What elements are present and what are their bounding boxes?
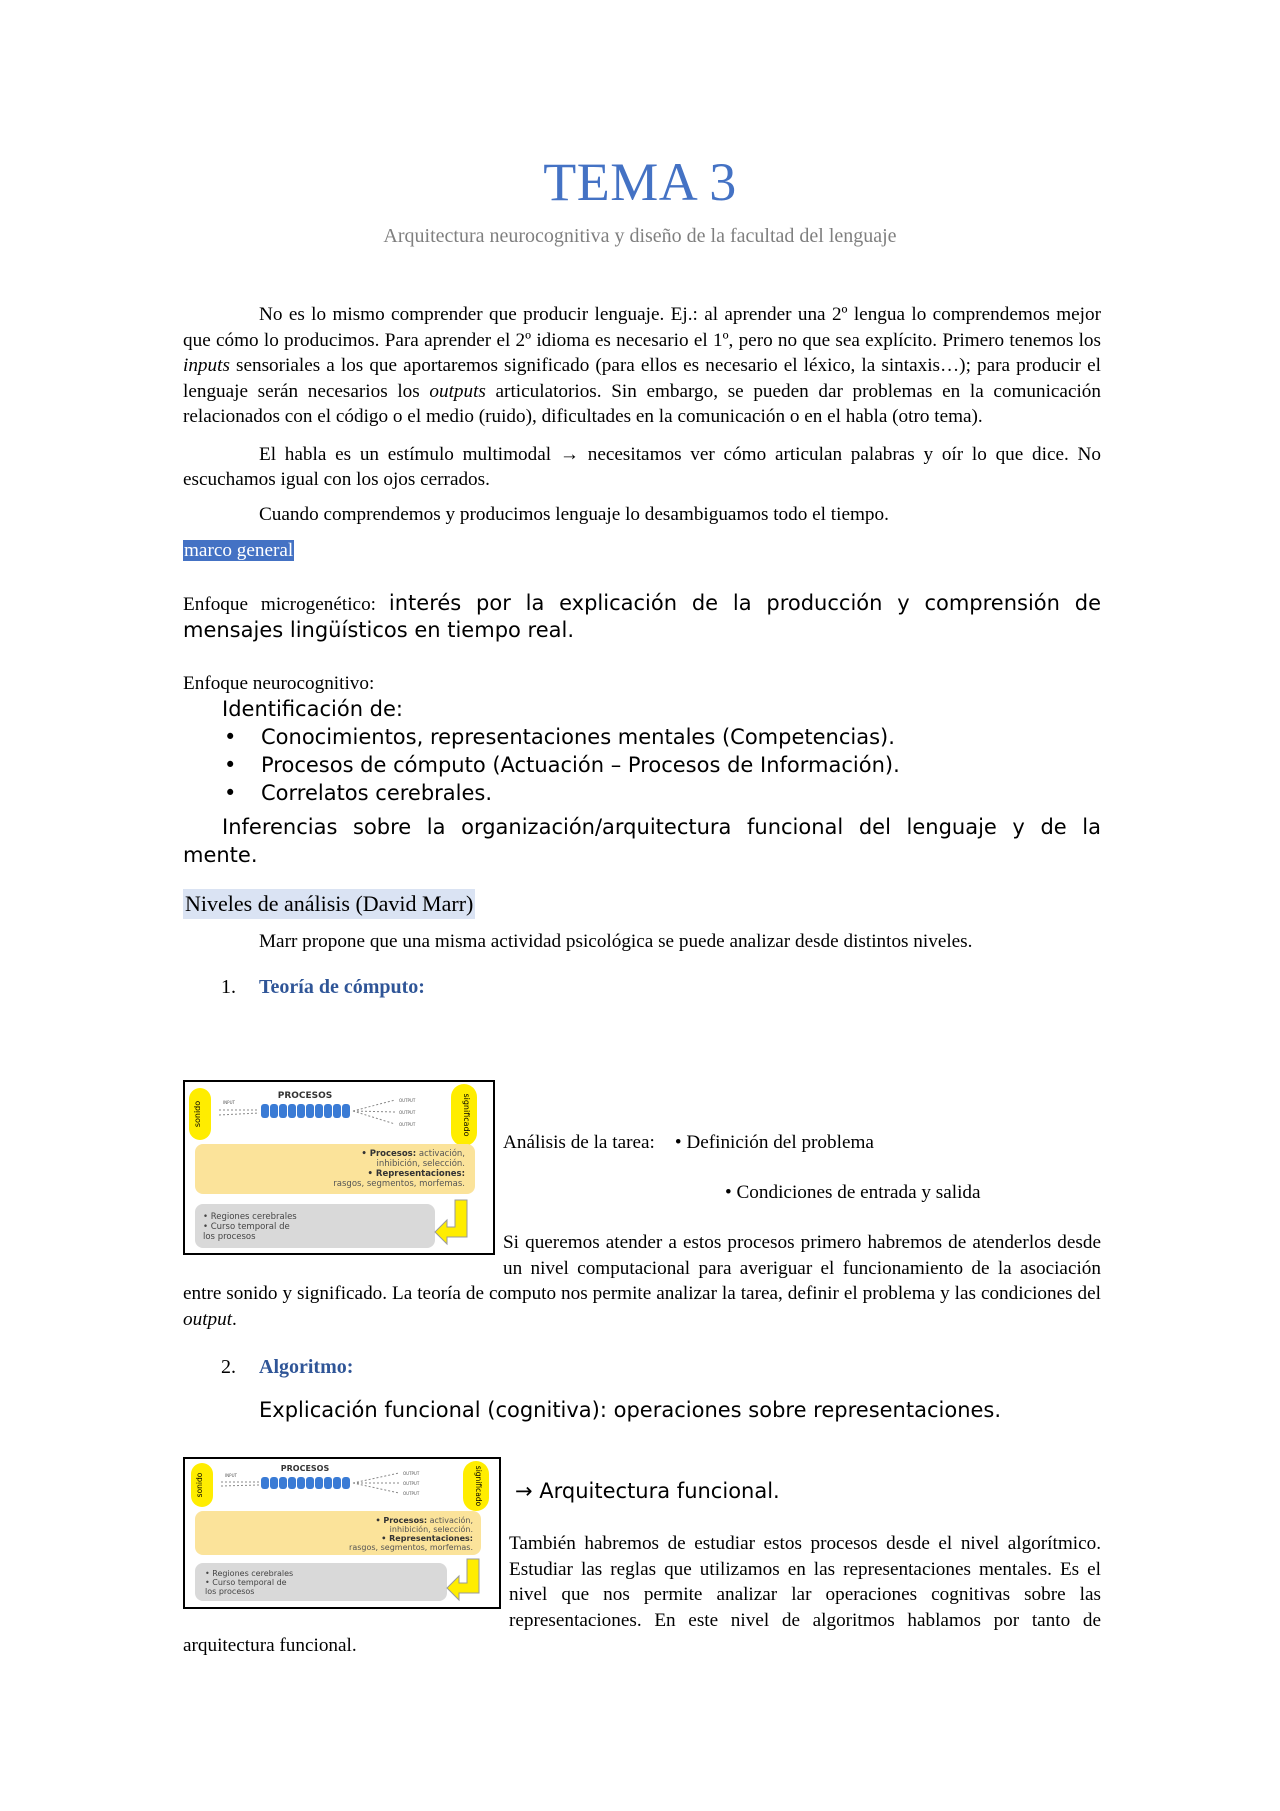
box1-line2: inhibición, selección. bbox=[376, 1159, 465, 1169]
bullet-icon: • bbox=[224, 753, 237, 777]
output-tag-2: OUTPUT bbox=[399, 1110, 416, 1115]
output-tag-3: OUTPUT bbox=[399, 1122, 416, 1127]
process-diagram-1 bbox=[185, 1082, 493, 1253]
arquitectura-funcional: → Arquitectura funcional. bbox=[515, 1479, 780, 1503]
neuro-label: Enfoque neurocognitivo: bbox=[183, 672, 375, 694]
process-chain bbox=[261, 1104, 350, 1118]
marco-general-heading: marco general bbox=[184, 540, 294, 561]
box2-line1: • Regiones cerebrales bbox=[205, 1569, 294, 1578]
output-tag-1: OUTPUT bbox=[403, 1471, 420, 1476]
box2-line2: • Curso temporal de bbox=[205, 1578, 287, 1587]
niveles-heading-wrap bbox=[183, 889, 1101, 919]
process-chain bbox=[261, 1477, 350, 1489]
bullet-icon: • bbox=[224, 781, 237, 805]
condiciones-line: • Condiciones de entrada y salida bbox=[725, 1182, 981, 1203]
box1-line2: inhibición, selección. bbox=[389, 1525, 473, 1534]
procesos-header: PROCESOS bbox=[277, 1091, 333, 1101]
item1-heading: 1. Teoría de cómputo: bbox=[221, 975, 425, 998]
intro-paragraph-1: No es lo mismo comprender que producir lenguaje. Ej.: al aprender una 2º lengua lo comprendemos mejor que cómo lo producimos. Para aprender el 2º idioma es necesario el 1º, pero no que sea explícito. Primero tenemos los inputs sensoriales a los que aportaremos significado (para ellos es necesario el léxico, la sintaxis…); para producir el lenguaje serán necesarios los outputs articulatorios. Sin embargo, se pueden dar problemas en la comunicación relacionados con el código o el medio (ruido), dificultades en la comunicación o en el habla (otro tema). bbox=[183, 304, 1101, 427]
sonido-label: sonido bbox=[193, 1100, 202, 1128]
input-tag: INPUT bbox=[225, 1473, 237, 1478]
figure2-wrap-spacer bbox=[183, 1531, 509, 1633]
output-tag-3: OUTPUT bbox=[403, 1491, 420, 1496]
item2-heading: 2. Algoritmo: bbox=[221, 1356, 354, 1378]
box1-line3: • Representaciones: bbox=[381, 1534, 473, 1543]
intro-paragraph-2: El habla es un estímulo multimodal → necesitamos ver cómo articulan palabras y oír lo que dice. No escuchamos igual con los ojos cerrados. bbox=[183, 443, 1101, 490]
figure1-wrap-spacer bbox=[183, 1230, 503, 1280]
significado-label: significado bbox=[462, 1093, 471, 1137]
box1-line3: • Representaciones: bbox=[367, 1169, 465, 1179]
significado-label: significado bbox=[474, 1465, 483, 1507]
list-item: • Correlatos cerebrales. bbox=[224, 781, 493, 805]
list-item: • Procesos de cómputo (Actuación – Procesos de Información). bbox=[224, 753, 900, 777]
page-subtitle: Arquitectura neurocognitiva y diseño de la facultad del lenguaje bbox=[383, 225, 897, 247]
intro-paragraph-3: Cuando comprendemos y producimos lenguaje lo desambiguamos todo el tiempo. bbox=[259, 503, 889, 525]
neuro-bullets bbox=[183, 723, 1101, 807]
analisis-line: Análisis de la tarea: • Definición del problema bbox=[503, 1132, 874, 1153]
procesos-header: PROCESOS bbox=[280, 1464, 330, 1473]
item1-paragraph: Si queremos atender a estos procesos primero habremos de atenderlos desde un nivel computacional para averiguar el funcionamiento de la asociación entre sonido y significado. La teoría de computo nos permite analizar la tarea, definir el problema y las condiciones del output. bbox=[183, 1232, 1101, 1330]
output-tag-1: OUTPUT bbox=[399, 1098, 416, 1103]
sonido-label: sonido bbox=[195, 1472, 204, 1498]
box2-line3: los procesos bbox=[203, 1232, 256, 1242]
item2-section bbox=[183, 1354, 1101, 1424]
output-tag-2: OUTPUT bbox=[403, 1481, 420, 1486]
list-item: • Conocimientos, representaciones mentales (Competencias). bbox=[224, 725, 895, 749]
box1-line1: • Procesos: activación, bbox=[375, 1516, 473, 1525]
micro-approach: Enfoque microgenético: interés por la explicación de la producción y comprensión de mensajes lingüísticos en tiempo real. bbox=[183, 590, 1101, 642]
input-tag: INPUT bbox=[223, 1100, 235, 1105]
niveles-heading: Niveles de análisis (David Marr) bbox=[183, 889, 475, 919]
neuro-ident: Identificación de: bbox=[222, 697, 404, 721]
box2-line3: los procesos bbox=[205, 1587, 255, 1596]
box1-line4: rasgos, segmentos, morfemas. bbox=[349, 1543, 473, 1552]
item2-explicacion: Explicación funcional (cognitiva): operaciones sobre representaciones. bbox=[259, 1398, 1002, 1422]
box1-line1: • Procesos: activación, bbox=[361, 1149, 465, 1159]
neuro-inferencias: Inferencias sobre la organización/arquitectura funcional del lenguaje y de la mente. bbox=[183, 815, 1101, 867]
box2-line1: • Regiones cerebrales bbox=[203, 1212, 297, 1222]
page-title: TEMA 3 bbox=[543, 152, 737, 212]
box2-line2: • Curso temporal de bbox=[203, 1222, 290, 1232]
diagram-figure-1 bbox=[183, 1080, 495, 1255]
niveles-intro: Marr propone que una misma actividad psicológica se puede analizar desde distintos niveles. bbox=[259, 931, 973, 952]
box1-line4: rasgos, segmentos, morfemas. bbox=[333, 1179, 465, 1189]
bullet-icon: • bbox=[224, 725, 237, 749]
item2-paragraph: También habremos de estudiar estos procesos desde el nivel algorítmico. Estudiar las reglas que utilizamos en las representaciones mentales. Es el nivel que nos permite analizar lar operaciones cognitivas sobre las representaciones. En este nivel de algoritmos hablamos por tanto de arquitectura funcional. bbox=[183, 1533, 1101, 1656]
intro-section bbox=[183, 302, 1101, 1000]
